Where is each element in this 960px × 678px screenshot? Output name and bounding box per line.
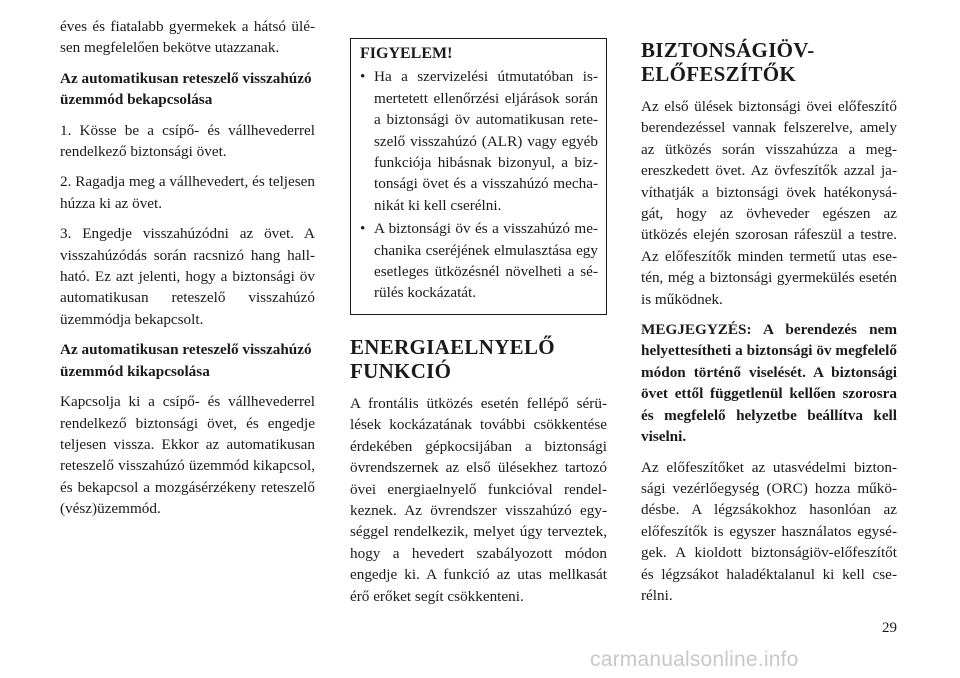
page-number: 29 [882,620,897,636]
warning-box [350,38,607,315]
section-heading-energy: ENERGIAELNYELŐ FUNKCIÓ [350,334,555,383]
warning-item: • Ha a szervizelési útmutatóban ismertetett ellenőrzési eljárások során a biztonsági öv automatikusan reteszelő visszahúzó (ALR) vagy egyéb funkciója hibásnak bizonyul, a biztonsági övet és a visszahúzó mechanikát ki kell cserélni. [360,66,598,216]
subheading-alr-off: Az automatikusan reteszelő visszahúzó üzemmód kikapcsolása [60,341,312,380]
subheading-alr-on: Az automatikusan reteszelő visszahúzó üzemmód bekapcsolása [60,69,312,109]
step-1: 1. Kösse be a csípő- és vállhevederrel rendelkező biztonsági övet. [60,121,315,161]
warning-item: • A biztonsági öv és a visszahúzó mechanika cseréjének elmulasztása egy esetleges ütközésnél növelheti a sérülés kockázatát. [360,218,598,304]
section-heading-pretensioners: BIZTONSÁGIÖV-ELŐFESZÍTŐK [641,38,815,86]
middle-column [350,14,607,616]
watermark-text: carmanualsonline.info [590,648,799,671]
note-paragraph: MEGJEGYZÉS: A berendezés nem helyettesítheti a biztonsági öv megfelelő módon történő viselését. A biztonsági övet ettől függetlenül kellően szorosra és megfelelő helyzetbe beállítva kell viselni. [641,321,897,446]
paragraph-energy: A frontális ütközés esetén fellépő sérülések kockázatának további csökkentése érdekében gépkocsijában a biztonsági övrendszernek az első ülésekhez tartozó övei energiaelnyelő funkcióval rendelkeznek. Az övrendszer visszahúzó egységgel rendelkezik, melyet úgy terveztek, hogy a hevedert szabályozott módon engedje ki. A funkció az utas mellkasát érő erőket segít csökkenteni. [350,394,607,605]
step-3: 3. Engedje visszahúzódni az övet. A visszahúzódás során racsnizó hang hallható. Ez azt jelenti, hogy a biztonsági öv automatikusan reteszelő visszahúzó üzemmódja bekapcsolt. [60,225,315,328]
left-column [60,16,315,529]
paragraph-orc: Az előfeszítőket az utasvédelmi biztonsági vezérlőegység (ORC) hozza működésbe. A légzsákokhoz hasonlóan az előfeszítők is egyszer használatos egységek. A kioldott biztonságiöv-előfeszítőt és légzsákot haladéktalanul ki kell cserélni. [641,458,897,604]
step-2: 2. Ragadja meg a vállhevedert, és teljesen húzza ki az övet. [60,173,315,212]
warning-list [360,66,598,303]
paragraph-intro: éves és fiatalabb gyermekek a hátsó ülésen megfelelően bekötve utazzanak. [60,18,315,57]
paragraph-alr-off: Kapcsolja ki a csípő- és vállhevederrel rendelkező biztonsági övet, és engedje teljesen vissza. Ekkor az automatikusan reteszelő visszahúzó üzemmód kikapcsol, és bekapcsol a mozgásérzékeny reteszelő (vész)üzemmód. [60,393,315,518]
warning-title: FIGYELEM! [360,45,453,62]
paragraph-pretensioners: Az első ülések biztonsági övei előfeszítő berendezéssel vannak felszerelve, amely az ütközés során visszahúzza a megereszkedett övet. Az övfeszítők azzal javíthatják a biztonsági övek hatékonyságát, hogy az övheveder egészen az ütközés elején szorosan ráfeszül a testre. Az előfeszítők minden termetű utas esetén, még a biztonsági gyermekülés esetén is működnek. [641,98,897,308]
right-column [641,18,897,615]
